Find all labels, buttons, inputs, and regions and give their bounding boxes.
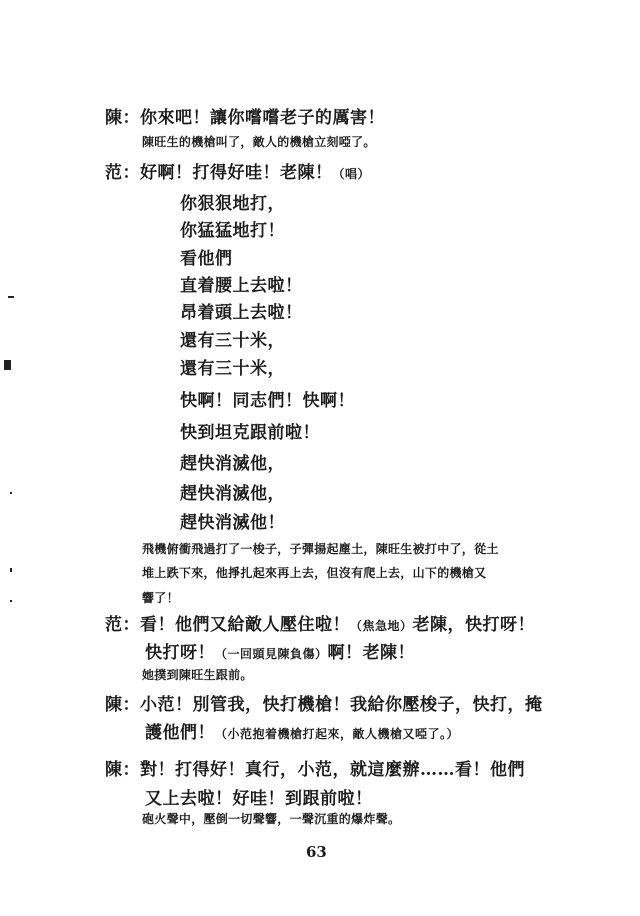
- song-line: 還有三十米，: [180, 359, 285, 379]
- dialogue-line: [105, 158, 370, 183]
- dialogue-text: 好啊！打得好哇！老陳！: [140, 163, 333, 183]
- stage-direction: 堆上跌下來，他掙扎起來再上去，但沒有爬上去，山下的機槍又: [142, 566, 487, 580]
- speaker-label: 陳：: [105, 760, 140, 780]
- speaker-label: 陳：: [105, 695, 140, 715]
- song-line: 趕快消滅他，: [180, 484, 285, 504]
- dialogue-text: 老陳，快打呀！: [412, 615, 536, 635]
- song-line: 你狠狠地打，: [180, 194, 285, 214]
- speaker-label: 范：: [105, 615, 140, 635]
- dialogue-text: 看！他們又給敵人壓住啦！: [140, 615, 350, 635]
- stage-direction: 陳旺生的機槍叫了，敵人的機槍立刻啞了。: [142, 135, 376, 149]
- dialogue-line: [105, 610, 535, 635]
- inline-direction: （小范抱着機槍打起來，敵人機槍又啞了。）: [215, 727, 460, 741]
- dialogue-text: 護他們！: [145, 723, 215, 743]
- song-line: 趕快消滅他，: [180, 454, 285, 474]
- inline-direction: （唱）: [332, 167, 371, 181]
- song-line: 快到坦克跟前啦！: [180, 423, 320, 443]
- dialogue-text: 啊！老陳！: [327, 643, 416, 663]
- stage-direction: 飛機俯衝飛過打了一梭子，子彈揚起塵土，陳旺生被打中了，從土: [142, 542, 499, 556]
- song-line: 趕快消滅他！: [180, 513, 285, 533]
- speaker-label: 陳：: [105, 108, 140, 128]
- dialogue-text: 對！打得好！真行，小范，就這麼辦……看！他們: [140, 760, 525, 780]
- stage-direction: 響了！: [142, 591, 179, 605]
- song-line: 昂着頭上去啦！: [180, 303, 303, 323]
- dialogue-text: 小范！別管我，快打機槍！我給你壓梭子，快打，掩: [140, 695, 543, 715]
- stage-direction: 她撲到陳旺生跟前。: [142, 668, 253, 682]
- song-line: 你猛猛地打！: [180, 221, 285, 241]
- inline-direction: （一回頭見陳負傷）: [215, 647, 328, 661]
- song-line: 看他們: [180, 249, 233, 269]
- song-line: 還有三十米，: [180, 331, 285, 351]
- dialogue-text: 你來吧！讓你嚐嚐老子的厲害！: [140, 108, 385, 128]
- inline-direction: （焦急地）: [350, 619, 413, 633]
- scan-artifact: [10, 600, 12, 602]
- scan-artifact: [10, 492, 12, 494]
- dialogue-line: [105, 690, 543, 715]
- scan-artifact: [4, 360, 11, 370]
- dialogue-line: [105, 103, 385, 128]
- stage-direction: 砲火聲中，壓倒一切聲響，一聲沉重的爆炸聲。: [142, 812, 401, 826]
- page-number: 63: [306, 843, 327, 861]
- scan-artifact: [8, 296, 14, 298]
- dialogue-line: [105, 755, 525, 780]
- dialogue-line: [145, 638, 415, 663]
- dialogue-line: [145, 718, 459, 743]
- song-line: 快啊！同志們！快啊！: [180, 391, 355, 411]
- dialogue-text: 快打呀！: [145, 643, 215, 663]
- speaker-label: 范：: [105, 163, 140, 183]
- song-line: 直着腰上去啦！: [180, 276, 303, 296]
- scan-artifact: [10, 568, 12, 572]
- dialogue-line: 又上去啦！好哇！到跟前啦！: [145, 789, 373, 809]
